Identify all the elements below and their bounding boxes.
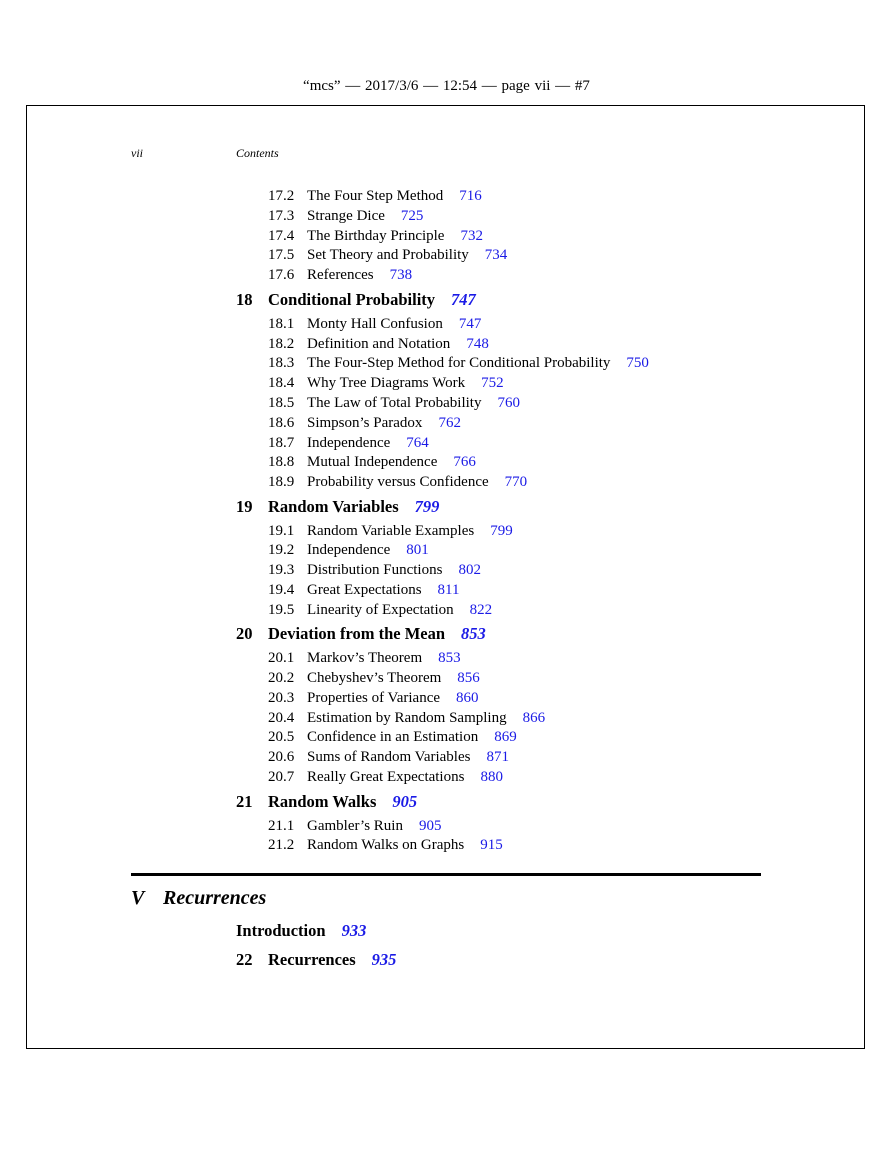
page-link[interactable]: 933: [341, 921, 367, 940]
page-link[interactable]: 860: [456, 690, 479, 706]
page-header-title: Contents: [236, 146, 279, 160]
entry-number: 19.3: [268, 562, 295, 578]
entry-title: Chebyshev’s Theorem: [307, 670, 442, 686]
page-link[interactable]: 750: [626, 355, 649, 371]
toc-section-entry[interactable]: [268, 355, 649, 372]
entry-number: 17.4: [268, 228, 295, 244]
toc-section-entry[interactable]: [268, 542, 429, 559]
entry-title: Sums of Random Variables: [307, 749, 471, 765]
entry-number: 20.1: [268, 650, 295, 666]
entry-number: 21.2: [268, 837, 295, 853]
page-link[interactable]: 905: [418, 818, 442, 834]
toc-section-entry[interactable]: [268, 208, 423, 225]
page-link[interactable]: 905: [392, 792, 418, 811]
entry-title: Really Great Expectations: [307, 769, 465, 785]
toc-chapter-entry[interactable]: [236, 624, 486, 644]
toc-section-entry[interactable]: [268, 228, 483, 245]
entry-title: Conditional Probability: [268, 290, 436, 309]
toc-section-entry[interactable]: [268, 395, 520, 412]
page-link[interactable]: 880: [480, 769, 503, 785]
entry-title: Definition and Notation: [307, 336, 451, 352]
toc-chapter-entry[interactable]: [236, 290, 476, 310]
entry-number: 20.4: [268, 710, 295, 726]
toc-chapter-entry[interactable]: [236, 921, 366, 941]
toc-section-entry[interactable]: [268, 336, 489, 353]
toc-section-entry[interactable]: [268, 690, 479, 707]
toc-section-entry[interactable]: [268, 749, 509, 766]
entry-number: 19.2: [268, 542, 295, 558]
entry-number: 20.2: [268, 670, 295, 686]
page-number: vii: [131, 146, 143, 160]
entry-number: 18.2: [268, 336, 295, 352]
page-link[interactable]: 853: [461, 624, 486, 643]
part-number: V: [131, 887, 145, 909]
entry-number: 18.6: [268, 415, 295, 431]
page-link[interactable]: 799: [414, 497, 440, 516]
part-divider-rule: [131, 873, 761, 876]
entry-number: 19.4: [268, 582, 295, 598]
page-link[interactable]: 716: [459, 188, 482, 204]
page-link[interactable]: 935: [371, 950, 397, 969]
page-link[interactable]: 760: [497, 395, 520, 411]
page-link[interactable]: 799: [490, 523, 513, 539]
page-link[interactable]: 822: [469, 602, 493, 618]
toc-section-entry[interactable]: [268, 602, 492, 619]
page-link[interactable]: 738: [389, 267, 413, 283]
page-link[interactable]: 770: [504, 474, 528, 490]
page-link[interactable]: 725: [400, 208, 424, 224]
toc-section-entry[interactable]: [268, 670, 480, 687]
entry-title: The Law of Total Probability: [307, 395, 482, 411]
entry-number: 18.5: [268, 395, 295, 411]
part-heading: [131, 887, 266, 910]
toc-section-entry[interactable]: [268, 435, 429, 452]
entry-number: 18.4: [268, 375, 295, 391]
page-link[interactable]: 732: [460, 228, 483, 244]
page-link[interactable]: 734: [484, 247, 508, 263]
entry-title: Estimation by Random Sampling: [307, 710, 507, 726]
entry-number: 21.1: [268, 818, 295, 834]
entry-title: Gambler’s Ruin: [307, 818, 403, 834]
toc-section-entry[interactable]: [268, 375, 504, 392]
entry-title: The Four-Step Method for Conditional Probability: [307, 355, 611, 371]
entry-title: Markov’s Theorem: [307, 650, 423, 666]
page-link[interactable]: 871: [486, 749, 509, 765]
entry-number: 20.7: [268, 769, 295, 785]
toc-chapter-entry[interactable]: [236, 950, 396, 970]
entry-title: Probability versus Confidence: [307, 474, 489, 490]
page-link[interactable]: 764: [406, 435, 429, 451]
toc-section-entry[interactable]: [268, 729, 517, 746]
entry-number: 17.6: [268, 267, 295, 283]
entry-number: 19.1: [268, 523, 295, 539]
entry-title: Simpson’s Paradox: [307, 415, 423, 431]
entry-number: 18: [236, 290, 253, 309]
entry-title: Strange Dice: [307, 208, 385, 224]
toc-section-entry[interactable]: [268, 454, 476, 471]
part-title: Recurrences: [163, 887, 267, 909]
toc-section-entry[interactable]: [268, 710, 545, 727]
entry-title: Random Walks: [268, 792, 377, 811]
entry-number: 21: [236, 792, 253, 811]
toc-section-entry[interactable]: [268, 188, 482, 205]
entry-title: Random Walks on Graphs: [307, 837, 465, 853]
page-link[interactable]: 747: [458, 316, 482, 332]
entry-number: 20.3: [268, 690, 295, 706]
entry-title: Great Expectations: [307, 582, 422, 598]
entry-title: Recurrences: [268, 950, 356, 969]
entry-number: 20: [236, 624, 253, 643]
page-link[interactable]: 811: [437, 582, 460, 598]
toc-section-entry[interactable]: [268, 474, 527, 491]
entry-title: Linearity of Expectation: [307, 602, 454, 618]
entry-number: 19: [236, 497, 253, 516]
entry-title: Set Theory and Probability: [307, 247, 469, 263]
entry-title: Confidence in an Estimation: [307, 729, 479, 745]
page-link[interactable]: 748: [466, 336, 489, 352]
entry-title: References: [307, 267, 374, 283]
entry-title: Independence: [307, 542, 391, 558]
toc-section-entry[interactable]: [268, 837, 503, 854]
page-link[interactable]: 802: [458, 562, 481, 578]
entry-number: 18.9: [268, 474, 295, 490]
toc-section-entry[interactable]: [268, 267, 412, 284]
entry-title: Mutual Independence: [307, 454, 438, 470]
toc-section-entry[interactable]: [268, 316, 481, 333]
page-link[interactable]: 853: [438, 650, 461, 666]
toc-section-entry[interactable]: [268, 818, 441, 835]
page-link[interactable]: 866: [522, 710, 546, 726]
running-head: “mcs” — 2017/3/6 — 12:54 — page vii — #7: [303, 78, 590, 94]
entry-title: Introduction: [236, 921, 326, 940]
page-link[interactable]: 762: [438, 415, 461, 431]
entry-title: The Birthday Principle: [307, 228, 445, 244]
entry-number: 18.3: [268, 355, 295, 371]
toc-section-entry[interactable]: [268, 582, 460, 599]
entry-number: 18.7: [268, 435, 295, 451]
entry-number: 18.1: [268, 316, 295, 332]
entry-number: 17.3: [268, 208, 295, 224]
toc-section-entry[interactable]: [268, 562, 481, 579]
entry-number: 20.6: [268, 749, 295, 765]
page-link[interactable]: 752: [481, 375, 504, 391]
page-link[interactable]: 915: [480, 837, 503, 853]
toc-section-entry[interactable]: [268, 650, 461, 667]
page-link[interactable]: 869: [494, 729, 517, 745]
page-link[interactable]: 856: [457, 670, 480, 686]
entry-title: Properties of Variance: [307, 690, 441, 706]
toc-chapter-entry[interactable]: [236, 497, 439, 517]
entry-title: Why Tree Diagrams Work: [307, 375, 466, 391]
entry-title: Monty Hall Confusion: [307, 316, 443, 332]
entry-number: 19.5: [268, 602, 295, 618]
entry-title: Random Variables: [268, 497, 399, 516]
toc-section-entry[interactable]: [268, 523, 513, 540]
entry-number: 17.2: [268, 188, 295, 204]
page-link[interactable]: 766: [453, 454, 476, 470]
toc-section-entry[interactable]: [268, 769, 503, 786]
entry-number: 20.5: [268, 729, 295, 745]
page-link[interactable]: 747: [451, 290, 476, 309]
entry-title: Random Variable Examples: [307, 523, 475, 539]
entry-title: Independence: [307, 435, 391, 451]
toc-section-entry[interactable]: [268, 415, 461, 432]
toc-chapter-entry[interactable]: [236, 792, 417, 812]
page-link[interactable]: 801: [406, 542, 429, 558]
toc-section-entry[interactable]: [268, 247, 507, 264]
entry-title: The Four Step Method: [307, 188, 444, 204]
entry-title: Deviation from the Mean: [268, 624, 446, 643]
entry-number: 22: [236, 950, 253, 969]
entry-number: 18.8: [268, 454, 295, 470]
entry-number: 17.5: [268, 247, 295, 263]
entry-title: Distribution Functions: [307, 562, 443, 578]
